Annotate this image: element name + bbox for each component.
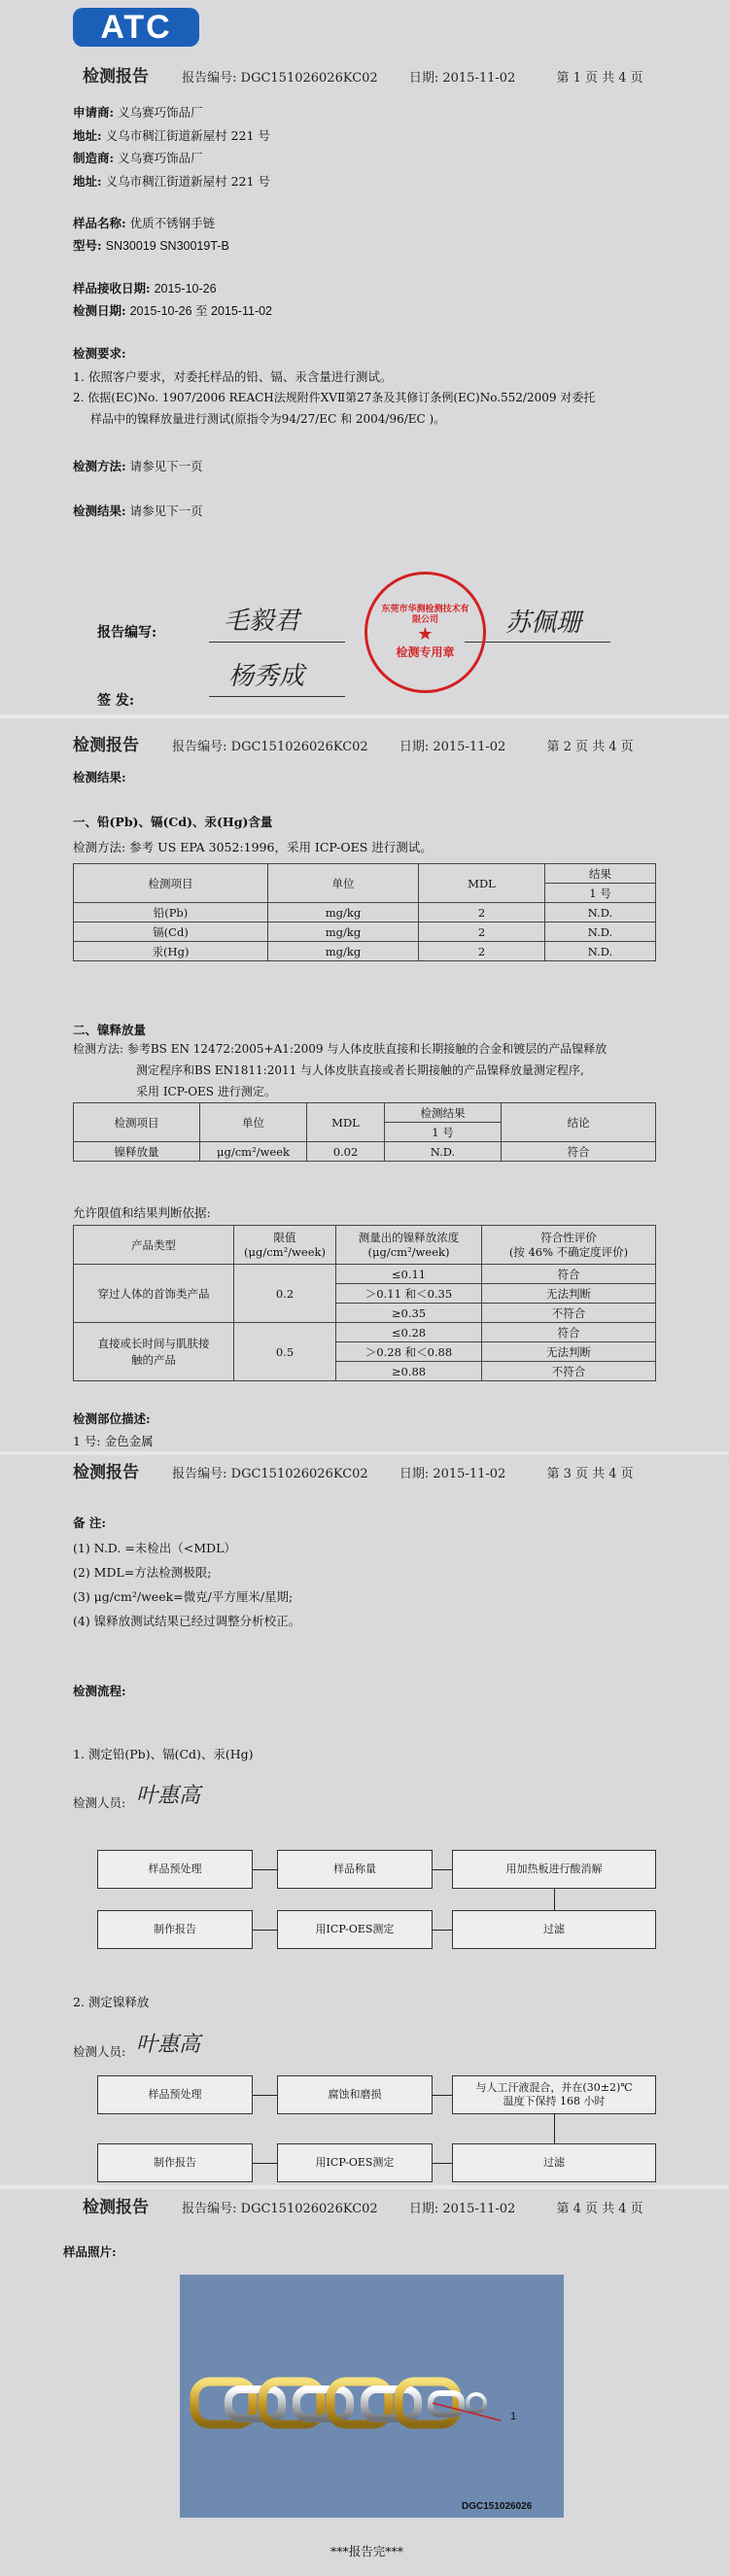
table-header: 结论 — [502, 1103, 656, 1142]
sample-value: 优质不锈钢手链 — [129, 216, 216, 230]
method-row — [73, 457, 203, 474]
note-3: (3) μg/cm²/week=微克/平方厘米/星期; — [73, 1589, 294, 1604]
sample-row — [73, 214, 215, 231]
method-value: 请参见下一页 — [129, 459, 203, 473]
flow-arrow — [554, 1889, 555, 1910]
table-row — [74, 903, 656, 922]
box-line: 温度下保持 168 小时 — [503, 2095, 606, 2107]
header-line: 限值 — [273, 1230, 296, 1244]
table-row — [74, 864, 656, 884]
table-cell: 0.5 — [234, 1323, 336, 1381]
table-cell: 镉(Cd) — [74, 922, 268, 942]
author-sign-line — [209, 642, 345, 643]
flow2-step-icp: 用ICP-OES测定 — [277, 2143, 433, 2182]
header-line: 测量出的镍释放浓度 — [358, 1230, 460, 1244]
table-cell: 符合 — [502, 1142, 656, 1162]
table-cell: 无法判断 — [482, 1284, 656, 1304]
address-label: 地址: — [73, 128, 102, 143]
table-cell: ≥0.35 — [336, 1304, 482, 1323]
page-header-2 — [73, 731, 634, 755]
report-date: 日期: 2015-11-02 — [399, 740, 506, 754]
page-header-3 — [73, 1458, 634, 1482]
cell-line: 触的产品 — [131, 1352, 176, 1367]
report-title: 检测报告 — [73, 736, 139, 755]
table-header — [336, 1226, 482, 1265]
table-cell: mg/kg — [268, 903, 419, 922]
requirement-2: 2. 依据(EC)No. 1907/2006 REACH法规附件XVⅡ第27条及其修订条例(EC)No.552/2009 对委托 — [73, 391, 596, 404]
section2-title: 二、镍释放量 — [73, 1023, 147, 1037]
flow1-step-weigh: 样品称量 — [277, 1850, 433, 1889]
recv-value: 2015-10-26 — [154, 282, 217, 296]
official-stamp — [364, 572, 486, 693]
table-header: MDL — [307, 1103, 385, 1142]
header-line: 符合性评价 — [540, 1230, 597, 1244]
table-cell — [74, 1323, 234, 1381]
maker-value: 义乌赛巧饰品厂 — [118, 151, 203, 165]
page-separator — [0, 714, 729, 718]
table-row — [74, 922, 656, 942]
table-cell: N.D. — [385, 1142, 502, 1162]
applicant-label: 申请商: — [73, 105, 115, 120]
flow1-step-filter: 过滤 — [452, 1910, 656, 1949]
flow2-title: 2. 测定镍释放 — [73, 1995, 150, 2009]
report-number: 报告编号: DGC151026026KC02 — [182, 2202, 378, 2216]
result-label: 检测结果: — [73, 504, 126, 518]
table-header: 检测项目 — [74, 1103, 200, 1142]
position-title: 检测部位描述: — [73, 1411, 151, 1426]
address2-value: 义乌市稠江街道新屋村 221 号 — [105, 174, 270, 189]
table-cell: ＞0.11 和＜0.35 — [336, 1284, 482, 1304]
note-1: (1) N.D. =未检出（<MDL） — [73, 1541, 236, 1555]
page-number: 第 2 页 共 4 页 — [546, 740, 634, 754]
table-cell: 无法判断 — [482, 1342, 656, 1362]
recv-row — [73, 279, 217, 296]
table-cell: ≤0.28 — [336, 1323, 482, 1342]
nickel-table — [73, 1102, 656, 1162]
page-header-4 — [83, 2193, 643, 2217]
maker-label: 制造商: — [73, 151, 115, 165]
flow-title: 检测流程: — [73, 1684, 126, 1698]
address-row — [73, 126, 270, 144]
table-cell: ≤0.11 — [336, 1265, 482, 1284]
flow-arrow — [433, 2095, 452, 2096]
report-end: ***报告完*** — [330, 2544, 404, 2559]
table-header: 检测项目 — [74, 864, 268, 903]
note-2: (2) MDL=方法检测极限; — [73, 1565, 212, 1580]
table-cell: 2 — [419, 922, 545, 942]
table-cell: μg/cm²/week — [200, 1142, 307, 1162]
table-cell: ＞0.28 和＜0.88 — [336, 1342, 482, 1362]
approver-signature: 杨秀成 — [228, 662, 305, 691]
flow2-step-corrode: 腐蚀和磨损 — [277, 2075, 433, 2114]
section2-method-1: 检测方法: 参考BS EN 12472:2005+A1:2009 与人体皮肤直接和长期接触的合金和镀层的产品镍释放 — [73, 1042, 608, 1056]
table-cell: 汞(Hg) — [74, 942, 268, 961]
address2-label: 地址: — [73, 174, 102, 189]
address2-row — [73, 172, 270, 190]
table-header: MDL — [419, 864, 545, 903]
address-value: 义乌市稠江街道新屋村 221 号 — [105, 128, 270, 143]
stamp-text: 检测专用章 — [396, 644, 455, 659]
model-row — [73, 236, 229, 254]
flow-arrow — [433, 2163, 452, 2164]
report-date: 日期: 2015-11-02 — [399, 1467, 506, 1481]
photo-marker: 1 — [510, 2411, 517, 2422]
reviewer-signature: 苏佩珊 — [505, 609, 582, 638]
section2-method-2: 测定程序和BS EN1811:2011 与人体皮肤直接或者长期接触的产品镍释放量测定程序, — [136, 1063, 584, 1077]
table-cell: 符合 — [482, 1323, 656, 1342]
table-row — [74, 1265, 656, 1284]
metals-table — [73, 863, 656, 961]
page-separator — [0, 2185, 729, 2189]
table-cell: 0.02 — [307, 1142, 385, 1162]
table-header: 单位 — [268, 864, 419, 903]
table-cell: 不符合 — [482, 1304, 656, 1323]
result-value: 请参见下一页 — [129, 504, 203, 518]
requirement-1: 1. 依照客户要求，对委托样品的铅、镉、汞含量进行测试。 — [73, 369, 393, 384]
table-row — [74, 1142, 656, 1162]
table-cell: 铅(Pb) — [74, 903, 268, 922]
flow1-title: 1. 测定铅(Pb)、镉(Cd)、汞(Hg) — [73, 1747, 254, 1761]
table-header: 单位 — [200, 1103, 307, 1142]
flow1-step-pretreat: 样品预处理 — [97, 1850, 253, 1889]
table-cell: N.D. — [545, 942, 656, 961]
report-number: 报告编号: DGC151026026KC02 — [172, 1467, 368, 1481]
flow-arrow — [554, 2114, 555, 2143]
table-row — [74, 1226, 656, 1265]
page-number: 第 3 页 共 4 页 — [546, 1467, 634, 1481]
requirements-label: 检测要求: — [73, 346, 126, 361]
page-number: 第 4 页 共 4 页 — [556, 2202, 643, 2216]
flow-arrow — [253, 1930, 277, 1931]
flow-arrow — [433, 1869, 452, 1870]
applicant-row — [73, 103, 203, 121]
tester-signature-2: 叶惠高 — [136, 2033, 201, 2057]
test-date-value: 2015-10-26 至 2015-11-02 — [129, 304, 273, 318]
photo-title: 样品照片: — [63, 2245, 117, 2259]
section2-method-3: 采用 ICP-OES 进行测定。 — [136, 1085, 276, 1098]
table-cell: ≥0.88 — [336, 1362, 482, 1381]
table-header: 1 号 — [385, 1123, 502, 1142]
table-row — [74, 942, 656, 961]
report-title: 检测报告 — [73, 1463, 139, 1482]
page-header-1 — [83, 62, 643, 87]
sample-label: 样品名称: — [73, 216, 126, 230]
table-row — [74, 1103, 656, 1123]
chain-bracelet-image — [180, 2275, 564, 2518]
header-line: (μg/cm²/week) — [367, 1244, 450, 1259]
table-header — [234, 1226, 336, 1265]
table-cell: N.D. — [545, 922, 656, 942]
table-cell: 不符合 — [482, 1362, 656, 1381]
results-title: 检测结果: — [73, 770, 126, 784]
flow1-step-digest: 用加热板进行酸消解 — [452, 1850, 656, 1889]
table-header: 结果 — [545, 864, 656, 884]
section1-title: 一、铅(Pb)、镉(Cd)、汞(Hg)含量 — [73, 815, 273, 829]
table-header: 产品类型 — [74, 1226, 234, 1265]
flow-arrow — [253, 1869, 277, 1870]
table-cell: mg/kg — [268, 922, 419, 942]
table-cell: 符合 — [482, 1265, 656, 1284]
method-label: 检测方法: — [73, 459, 126, 473]
tester-label-1: 检测人员: — [73, 1795, 126, 1810]
tester-signature-1: 叶惠高 — [136, 1784, 201, 1808]
table-cell: 镍释放量 — [74, 1142, 200, 1162]
limits-table — [73, 1225, 656, 1381]
sample-photo — [180, 2275, 564, 2518]
report-date: 日期: 2015-11-02 — [408, 71, 516, 86]
position-desc: 1 号: 金色金属 — [73, 1434, 154, 1448]
result-row — [73, 502, 203, 519]
requirement-2-cont: 样品中的镍释放量进行测试(原指令为94/27/EC 和 2004/96/EC )。 — [90, 412, 446, 426]
table-header — [482, 1226, 656, 1265]
report-number: 报告编号: DGC151026026KC02 — [182, 71, 378, 86]
approver-label: 签 发: — [97, 693, 135, 709]
report-number: 报告编号: DGC151026026KC02 — [172, 740, 368, 754]
tester-label-2: 检测人员: — [73, 2044, 126, 2059]
applicant-value: 义乌赛巧饰品厂 — [118, 105, 203, 120]
flow-arrow — [253, 2095, 277, 2096]
reviewer-sign-line — [465, 642, 610, 643]
model-label: 型号: — [73, 238, 102, 253]
approver-sign-line — [209, 696, 345, 697]
report-title: 检测报告 — [83, 67, 149, 87]
table-cell: 0.2 — [234, 1265, 336, 1323]
report-title: 检测报告 — [83, 2198, 149, 2217]
table-header: 1 号 — [545, 884, 656, 903]
author-signature: 毛毅君 — [224, 607, 300, 636]
section1-method: 检测方法: 参考 US EPA 3052:1996，采用 ICP-OES 进行测试。 — [73, 840, 433, 854]
table-cell: 2 — [419, 903, 545, 922]
header-line: (按 46% 不确定度评价) — [508, 1244, 629, 1259]
flow1-step-report: 制作报告 — [97, 1910, 253, 1949]
table-row — [74, 1323, 656, 1342]
note-4: (4) 镍释放测试结果已经过调整分析校正。 — [73, 1614, 301, 1628]
flow-arrow — [433, 1930, 452, 1931]
table-header: 检测结果 — [385, 1103, 502, 1123]
notes-title: 备 注: — [73, 1515, 106, 1530]
box-line: 与人工汗液混合，并在(30±2)℃ — [475, 2080, 633, 2094]
flow2-step-sweat — [452, 2075, 656, 2114]
header-line: (μg/cm²/week) — [244, 1244, 326, 1259]
table-cell: 2 — [419, 942, 545, 961]
flow-arrow — [253, 2163, 277, 2164]
flow1-step-icp: 用ICP-OES测定 — [277, 1910, 433, 1949]
flow2-step-report: 制作报告 — [97, 2143, 253, 2182]
flow2-step-filter: 过滤 — [452, 2143, 656, 2182]
stamp-star-icon: ★ — [417, 623, 434, 644]
flow2-step-pretreat: 样品预处理 — [97, 2075, 253, 2114]
model-value: SN30019 SN30019T-B — [105, 239, 229, 253]
test-date-row — [73, 301, 272, 319]
author-label: 报告编写: — [97, 625, 157, 641]
recv-label: 样品接收日期: — [73, 281, 151, 296]
limits-title: 允许限值和结果判断依据: — [73, 1205, 211, 1220]
table-cell: N.D. — [545, 903, 656, 922]
stamp-ring-text: 东莞市华测检测技术有限公司 — [381, 605, 469, 625]
report-date: 日期: 2015-11-02 — [408, 2202, 516, 2216]
page-number: 第 1 页 共 4 页 — [556, 71, 643, 86]
chain-links — [194, 2382, 485, 2424]
table-cell: 穿过人体的首饰类产品 — [74, 1265, 234, 1323]
test-date-label: 检测日期: — [73, 303, 126, 318]
cell-line: 直接或长时间与肌肤接 — [97, 1337, 210, 1351]
page-separator — [0, 1451, 729, 1455]
maker-row — [73, 149, 203, 166]
atc-logo: ATC — [73, 8, 199, 47]
table-cell: mg/kg — [268, 942, 419, 961]
photo-label: DGC151026026 — [462, 2501, 533, 2512]
